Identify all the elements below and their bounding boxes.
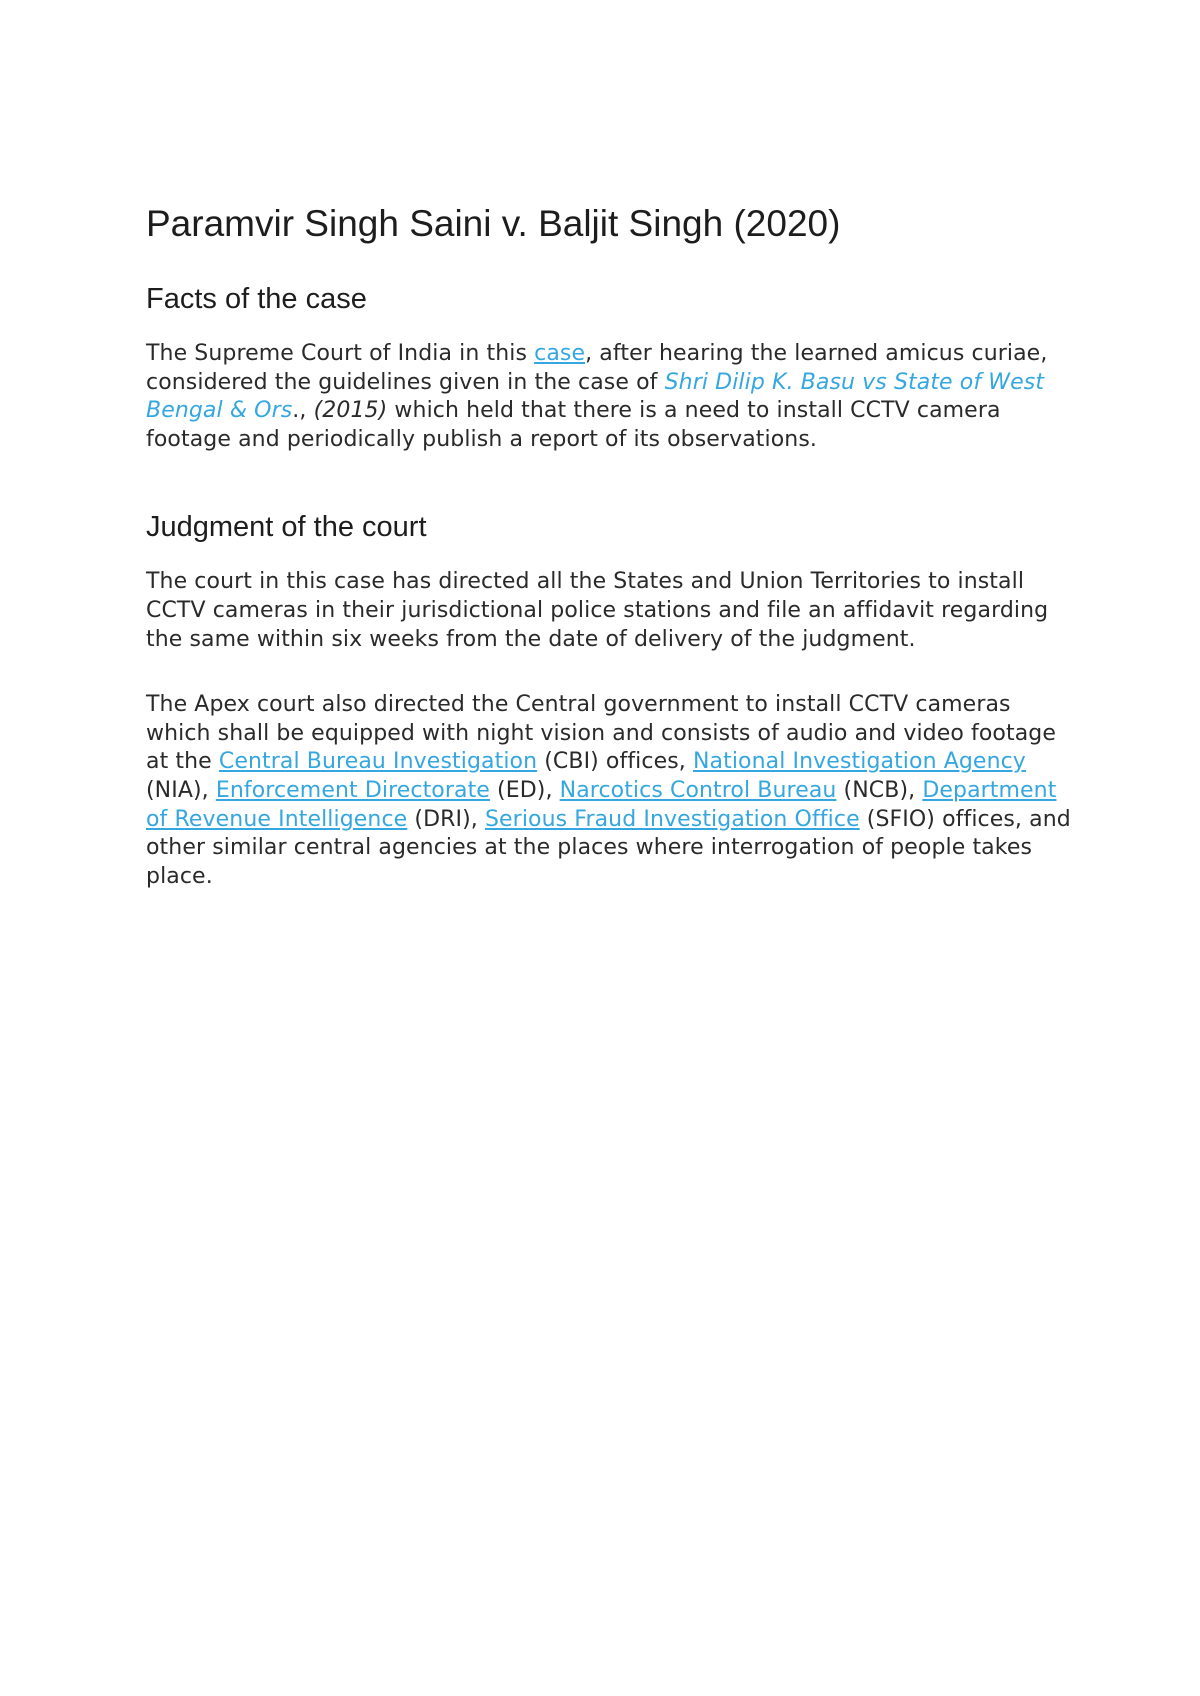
link-cbi[interactable]: Central Bureau Investigation [218,749,538,775]
link-sfio[interactable]: Serious Fraud Investigation Office [484,806,860,832]
judgment-text-7: (SFIO) offices, and other similar central agencies at the places where interrogation of people takes place. [146,806,1071,889]
facts-text-1: The Supreme Court of India in this [146,341,535,366]
facts-text-3: ., [292,398,314,424]
link-ed[interactable]: Enforcement Directorate [215,777,490,803]
facts-text-4: which held that there is a need to install CCTV camera footage and periodically publish a report of its observations. [146,398,1001,452]
link-case[interactable]: case [534,341,586,366]
heading-facts: Facts of the case [146,283,367,315]
document-page [146,200,1076,891]
citation-year: (2015) [313,398,388,424]
document-title: Paramvir Singh Saini v. Baljit Singh (2020) [146,203,841,244]
judgment-text-3: (NIA), [146,777,216,803]
judgment-text-6: (DRI), [407,806,485,832]
judgment-paragraph-2 [146,691,1076,891]
facts-text-2: , after hearing the learned amicus curiae, considered the guidelines given in the case of [146,341,1048,395]
judgment-text-1: The Apex court also directed the Central government to install CCTV cameras which shall be equipped with night vision and consists of audio and video footage at the [146,692,1057,775]
link-ncb[interactable]: Narcotics Control Bureau [559,777,837,803]
facts-paragraph [146,340,1076,454]
link-nia[interactable]: National Investigation Agency [692,749,1026,775]
heading-judgment: Judgment of the court [146,511,427,544]
judgment-paragraph-1: The court in this case has directed all the States and Union Territories to install CCTV cameras in their jurisdictional police stations and file an affidavit regarding the same within six weeks from the date of delivery of the judgment. [146,569,1049,652]
judgment-text-4: (ED), [489,777,560,803]
judgment-text-2: (CBI) offices, [537,749,693,775]
link-dri[interactable]: Department of Revenue Intelligence [146,777,1057,832]
judgment-text-5: (NCB), [836,777,923,803]
citation-basu: Shri Dilip K. Basu vs State of West Bengal & Ors [146,369,1045,424]
